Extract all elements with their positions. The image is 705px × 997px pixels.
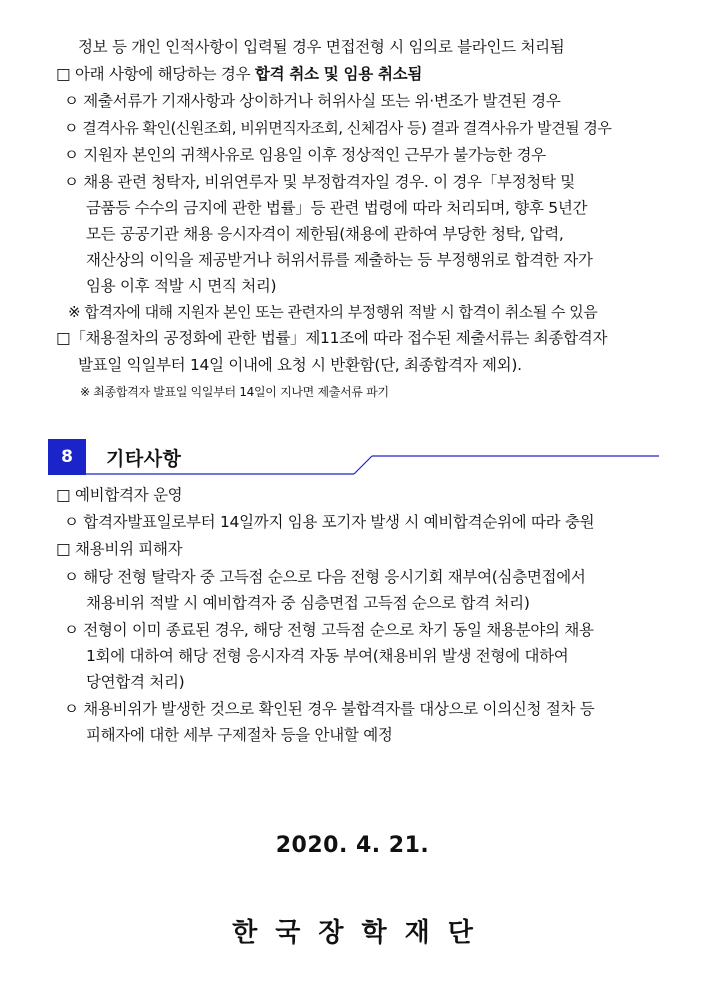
section-header (48, 439, 660, 479)
list-item: ㅇ 지원자 본인의 귀책사유로 임용일 이후 정상적인 근무가 불가능한 경우 (64, 146, 546, 164)
note: ※ 합격자에 대해 지원자 본인 또는 관련자의 부정행위 적발 시 합격이 취소될 수 있음 (68, 303, 598, 321)
list-item-cont: 모든 공공기관 채용 응시자격이 제한됨(채용에 관하여 부당한 청탁, 압력, (86, 225, 564, 243)
list-item-cont: 임용 이후 적발 시 면직 처리) (86, 277, 277, 295)
organization-name: 한국장학재단 (232, 918, 491, 948)
list-item: ㅇ 합격자발표일로부터 14일까지 임용 포기자 발생 시 예비합격순위에 따라 충원 (64, 513, 595, 531)
list-item-cont: 재산상의 이익을 제공받거나 허위서류를 제출하는 등 부정행위로 합격한 자가 (86, 251, 593, 269)
cancel-heading (56, 63, 422, 85)
text-line: 정보 등 개인 인적사항이 입력될 경우 면접전형 시 임의로 블라인드 처리됨 (78, 38, 565, 56)
return-heading: □「채용절차의 공정화에 관한 법률」제11조에 따라 접수된 제출서류는 최종합격자 (56, 329, 608, 347)
section-title: 기타사항 (106, 448, 182, 470)
cancel-heading-text: □ 아래 사항에 해당하는 경우 (56, 65, 255, 83)
list-item: ㅇ 채용비위가 발생한 것으로 확인된 경우 불합격자를 대상으로 이의신청 절차 등 (64, 700, 595, 718)
return-heading-cont: 발표일 익일부터 14일 이내에 요청 시 반환함(단, 최종합격자 제외). (78, 356, 522, 374)
list-item-cont: 금품등 수수의 금지에 관한 법률」등 관련 법령에 따라 처리되며, 향후 5년간 (86, 199, 588, 217)
list-item-cont: 1회에 대하여 해당 전형 응시자격 자동 부여(채용비위 발생 전형에 대하여 (86, 647, 569, 665)
cancel-heading-bold: 합격 취소 및 임용 취소됨 (254, 65, 423, 83)
list-item: ㅇ 채용 관련 청탁자, 비위연루자 및 부정합격자일 경우. 이 경우「부정청탁 및 (64, 173, 575, 191)
list-item: ㅇ 결격사유 확인(신원조회, 비위면직자조회, 신체검사 등) 결과 결격사유가 발견될 경우 (64, 119, 612, 137)
small-note: ※ 최종합격자 발표일 익일부터 14일이 지나면 제출서류 파기 (80, 385, 389, 399)
list-item: ㅇ 전형이 이미 종료된 경우, 해당 전형 고득점 순으로 차기 동일 채용분야의 채용 (64, 621, 594, 639)
subsection-heading: □ 채용비위 피해자 (56, 540, 183, 558)
list-item: ㅇ 제출서류가 기재사항과 상이하거나 허위사실 또는 위·변조가 발견된 경우 (64, 92, 561, 110)
list-item: ㅇ 해당 전형 탈락자 중 고득점 순으로 다음 전형 응시기회 재부여(심층면접에서 (64, 568, 586, 586)
section-number: 8 (48, 439, 86, 475)
document-date: 2020. 4. 21. (275, 833, 430, 858)
list-item-cont: 채용비위 적발 시 예비합격자 중 심층면접 고득점 순으로 합격 처리) (86, 594, 530, 612)
list-item-cont: 피해자에 대한 세부 구제절차 등을 안내할 예정 (86, 726, 393, 744)
subsection-heading: □ 예비합격자 운영 (56, 486, 183, 504)
list-item-cont: 당연합격 처리) (86, 673, 185, 691)
